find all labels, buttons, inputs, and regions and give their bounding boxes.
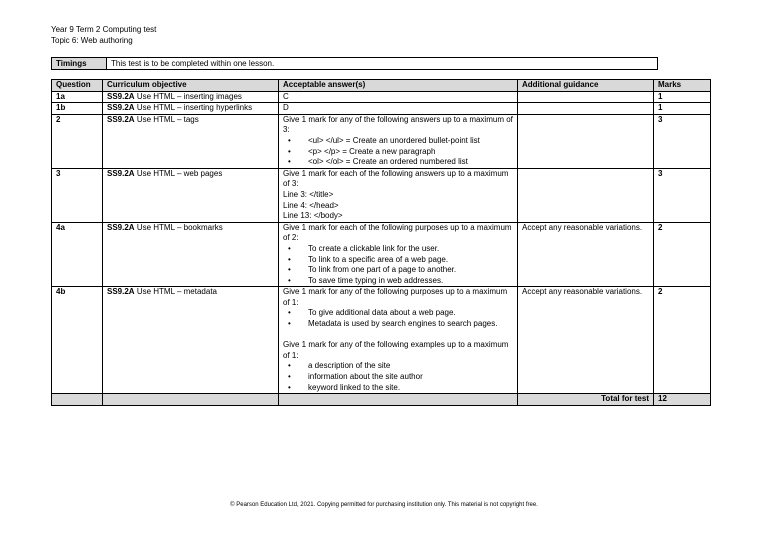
spacer	[283, 330, 513, 341]
curriculum-objective	[103, 103, 279, 115]
question-number: 2	[52, 114, 103, 168]
test-title: Year 9 Term 2 Computing test	[51, 25, 157, 34]
col-header-answers: Acceptable answer(s)	[279, 80, 518, 92]
marks: 3	[654, 168, 711, 222]
answer	[279, 114, 518, 168]
col-header-guidance: Additional guidance	[518, 80, 654, 92]
answer-intro: Give 1 mark for each of the following purposes up to a maximum of 2:	[283, 222, 512, 243]
answer	[279, 222, 518, 287]
mark-scheme-table	[51, 79, 711, 406]
marks: 1	[654, 91, 711, 103]
answer-intro: Give 1 mark for any of the following answers up to a maximum of 3:	[283, 114, 513, 135]
objective-code: SS9.2A	[107, 287, 135, 297]
document-header	[51, 24, 156, 46]
curriculum-objective	[103, 91, 279, 103]
answer-line: Line 13: </body>	[283, 211, 343, 221]
objective-code: SS9.2A	[107, 91, 135, 101]
objective-code: SS9.2A	[107, 114, 135, 124]
table-row	[52, 168, 711, 222]
guidance: Accept any reasonable variations.	[518, 222, 654, 287]
table-row	[52, 91, 711, 103]
answer-intro-2: Give 1 mark for any of the following examples up to a maximum of 1:	[283, 340, 509, 360]
topic-title: Topic 6: Web authoring	[51, 36, 133, 45]
objective-text: Use HTML – inserting hyperlinks	[136, 103, 253, 113]
col-header-objective: Curriculum objective	[103, 80, 279, 92]
guidance	[518, 114, 654, 168]
objective-code: SS9.2A	[107, 222, 135, 232]
list-item: • <ol> </ol> = Create an ordered numbered list	[298, 157, 513, 168]
marks: 1	[654, 103, 711, 115]
objective-code: SS9.2A	[107, 168, 135, 178]
curriculum-objective	[103, 287, 279, 394]
list-item: • <p> </p> = Create a new paragraph	[298, 147, 513, 158]
list-item: • To give additional data about a web page.	[298, 308, 513, 319]
objective-text: Use HTML – tags	[136, 114, 199, 124]
total-label: Total for test	[518, 394, 654, 406]
total-blank	[279, 394, 518, 406]
table-row	[52, 114, 711, 168]
answer: C	[279, 91, 518, 103]
curriculum-objective	[103, 114, 279, 168]
question-number: 1b	[52, 103, 103, 115]
objective-code: SS9.2A	[107, 103, 135, 113]
answer: D	[279, 103, 518, 115]
table-row	[52, 222, 711, 287]
total-blank	[52, 394, 103, 406]
answer-list	[283, 244, 513, 286]
answer-list	[283, 136, 513, 168]
answer	[279, 287, 518, 394]
answer	[279, 168, 518, 222]
marks: 3	[654, 114, 711, 168]
curriculum-objective	[103, 222, 279, 287]
list-item: • keyword linked to the site.	[298, 383, 513, 394]
list-item: • To link from one part of a page to another.	[298, 265, 513, 276]
col-header-marks: Marks	[654, 80, 711, 92]
question-number: 4a	[52, 222, 103, 287]
objective-text: Use HTML – web pages	[136, 168, 223, 178]
answer-intro: Give 1 mark for each of the following answers up to a maximum of 3:	[283, 168, 509, 189]
timings-table	[51, 57, 658, 70]
guidance	[518, 103, 654, 115]
answer-line: Line 3: </title>	[283, 189, 334, 199]
table-header-row	[52, 80, 711, 92]
objective-text: Use HTML – inserting images	[136, 91, 242, 101]
guidance	[518, 168, 654, 222]
copyright-footer: © Pearson Education Ltd, 2021. Copying permitted for purchasing institution only. This material is not copyright free.	[230, 502, 538, 508]
curriculum-objective	[103, 168, 279, 222]
table-row	[52, 103, 711, 115]
list-item: • <ul> </ul> = Create an unordered bullet-point list	[298, 136, 513, 147]
list-item: • Metadata is used by search engines to search pages.	[298, 319, 513, 330]
answer-intro: Give 1 mark for any of the following purposes up to a maximum of 1:	[283, 287, 508, 307]
list-item: • a description of the site	[298, 361, 513, 372]
total-blank	[103, 394, 279, 406]
list-item: • To create a clickable link for the user.	[298, 244, 513, 255]
total-marks: 12	[654, 394, 711, 406]
guidance	[518, 91, 654, 103]
objective-text: Use HTML – metadata	[136, 287, 217, 297]
marks: 2	[654, 287, 711, 394]
question-number: 3	[52, 168, 103, 222]
answer-list-2	[283, 361, 513, 393]
guidance: Accept any reasonable variations.	[518, 287, 654, 394]
objective-text: Use HTML – bookmarks	[136, 222, 223, 232]
list-item: • To link to a specific area of a web page.	[298, 255, 513, 266]
question-number: 4b	[52, 287, 103, 394]
col-header-question: Question	[52, 80, 103, 92]
total-row	[52, 394, 711, 406]
list-item: • To save time typing in web addresses.	[298, 276, 513, 287]
timings-label: Timings	[52, 58, 107, 70]
answer-line: Line 4: </head>	[283, 200, 339, 210]
timings-text: This test is to be completed within one lesson.	[107, 58, 658, 70]
answer-list	[283, 308, 513, 329]
marks: 2	[654, 222, 711, 287]
table-row	[52, 287, 711, 394]
question-number: 1a	[52, 91, 103, 103]
list-item: • information about the site author	[298, 372, 513, 383]
